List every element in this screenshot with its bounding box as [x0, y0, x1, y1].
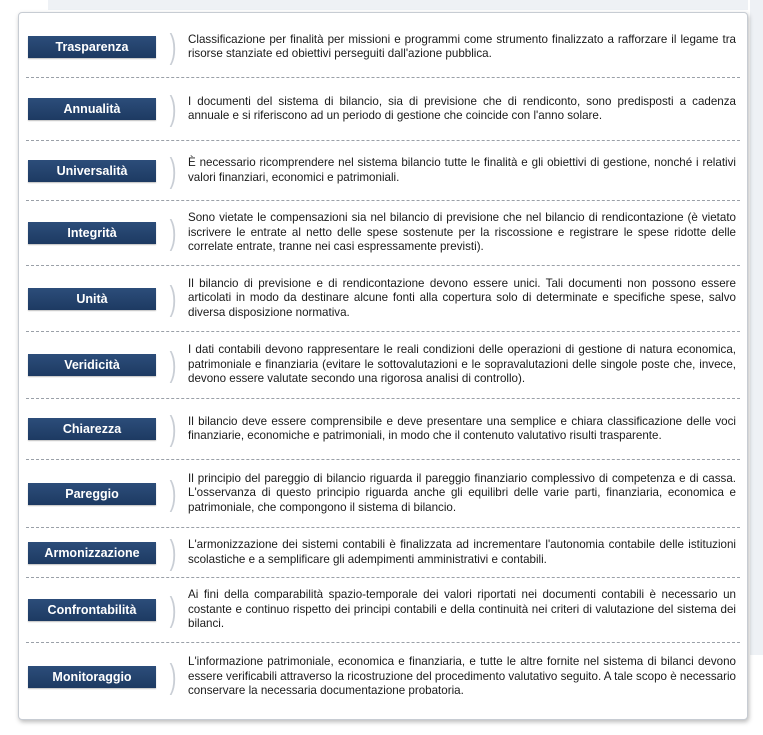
principle-row-monitoraggio [26, 643, 740, 711]
bracket-separator-icon: ) [169, 591, 177, 629]
principle-row-pareggio [26, 460, 740, 528]
bracket-separator-icon: ) [169, 151, 177, 190]
principle-row-chiarezza [26, 399, 740, 460]
principle-label: Monitoraggio [28, 666, 156, 688]
principle-label: Universalità [28, 160, 156, 182]
principle-label: Trasparenza [28, 36, 156, 58]
principle-description: Il principio del pareggio di bilancio riguarda il pareggio finanziario complessivo di competenza e di cassa. L'osservanza di questo principio riguarda anche gli equilibri delle varie parti, finanziaria, economica e patrimoniale, che compongono il sistema di bilancio. [188, 471, 736, 514]
principle-label: Armonizzazione [28, 542, 156, 564]
principle-row-confrontabilita [26, 578, 740, 643]
principles-list [26, 17, 740, 711]
principle-description: Ai fini della comparabilità spazio-temporale dei valori riportati nei documenti contabili è necessario un costante e continuo rispetto dei principi contabili e della continuità nei criteri di valutazione del sistema dei bilanci. [188, 588, 736, 631]
principles-panel [18, 12, 748, 720]
principle-description: L'armonizzazione dei sistemi contabili è finalizzata ad incrementare l'autonomia contabile delle istituzioni scolastiche e a semplificare gli adempimenti amministrativi e contabili. [188, 538, 736, 566]
bracket-separator-icon: ) [169, 474, 177, 513]
principle-label: Integrità [28, 222, 156, 244]
bracket-separator-icon: ) [169, 90, 177, 128]
principle-description: L'informazione patrimoniale, economica e finanziaria, e tutte le altre fornite nel sistema di bilanci devono essere verificabili attraverso la ricostruzione del procedimento valutativo seguito. A tale scopo è necessario conservare la necessaria documentazione probatoria. [188, 655, 736, 698]
principle-label: Annualità [28, 98, 156, 120]
principle-row-annualita [26, 78, 740, 141]
principle-description: Il bilancio deve essere comprensibile e deve presentare una semplice e chiara classificazione delle voci finanziarie, economiche e patrimoniali, in modo che il contenuto valutativo risulti trasparente. [188, 414, 736, 442]
bracket-separator-icon: ) [169, 279, 177, 318]
bracket-separator-icon: ) [169, 346, 177, 384]
principle-row-trasparenza [26, 17, 740, 78]
bracket-separator-icon: ) [169, 410, 177, 448]
principle-description: I documenti del sistema di bilancio, sia di previsione che di rendiconto, sono predisposti a cadenza annuale e si riferiscono ad un periodo di gestione che coincide con l'anno solare. [188, 94, 736, 122]
principle-description: Classificazione per finalità per missioni e programmi come strumento finalizzato a rafforzare il legame tra risorse stanziate ed obiettivi perseguiti dall'azione pubblica. [188, 32, 736, 60]
principle-description: Sono vietate le compensazioni sia nel bilancio di previsione che nel bilancio di rendicontazione (è vietato iscrivere le entrate al netto delle spese sostenute per la riscossione e registrare le spese ridotte delle correlate entrate, tranne nei casi espressamente previsti). [188, 211, 736, 254]
principle-description: È necessario ricomprendere nel sistema bilancio tutte le finalità e gli obiettivi di gestione, nonché i relativi valori finanziari, economici e patrimoniali. [188, 156, 736, 184]
bracket-separator-icon: ) [169, 533, 177, 572]
principle-description: I dati contabili devono rappresentare le reali condizioni delle operazioni di gestione di natura economica, patrimoniale e finanziaria (evitare le sottovalutazioni e le sopravalutazioni delle singole poste che, invece, devono essere valutate secondo una rigorosa analisi di controllo). [188, 343, 736, 386]
principle-label: Pareggio [28, 483, 156, 505]
principle-row-unita [26, 266, 740, 332]
principle-row-universalita [26, 141, 740, 201]
principle-row-armonizzazione [26, 528, 740, 578]
principle-label: Unità [28, 288, 156, 310]
principle-label: Chiarezza [28, 418, 156, 440]
principle-row-veridicita [26, 332, 740, 399]
principle-label: Confrontabilità [28, 599, 156, 621]
principle-label: Veridicità [28, 354, 156, 376]
principle-description: Il bilancio di previsione e di rendicontazione devono essere unici. Tali documenti non possono essere articolati in modo da destinare alcune fonti alla copertura solo di determinate e specifiche spese, salvo diversa disposizione normativa. [188, 276, 736, 319]
bracket-separator-icon: ) [169, 28, 177, 66]
background-strip-right [750, 0, 763, 655]
background-strip-top [48, 0, 748, 10]
bracket-separator-icon: ) [169, 214, 177, 252]
principle-row-integrita [26, 201, 740, 266]
bracket-separator-icon: ) [169, 658, 177, 696]
